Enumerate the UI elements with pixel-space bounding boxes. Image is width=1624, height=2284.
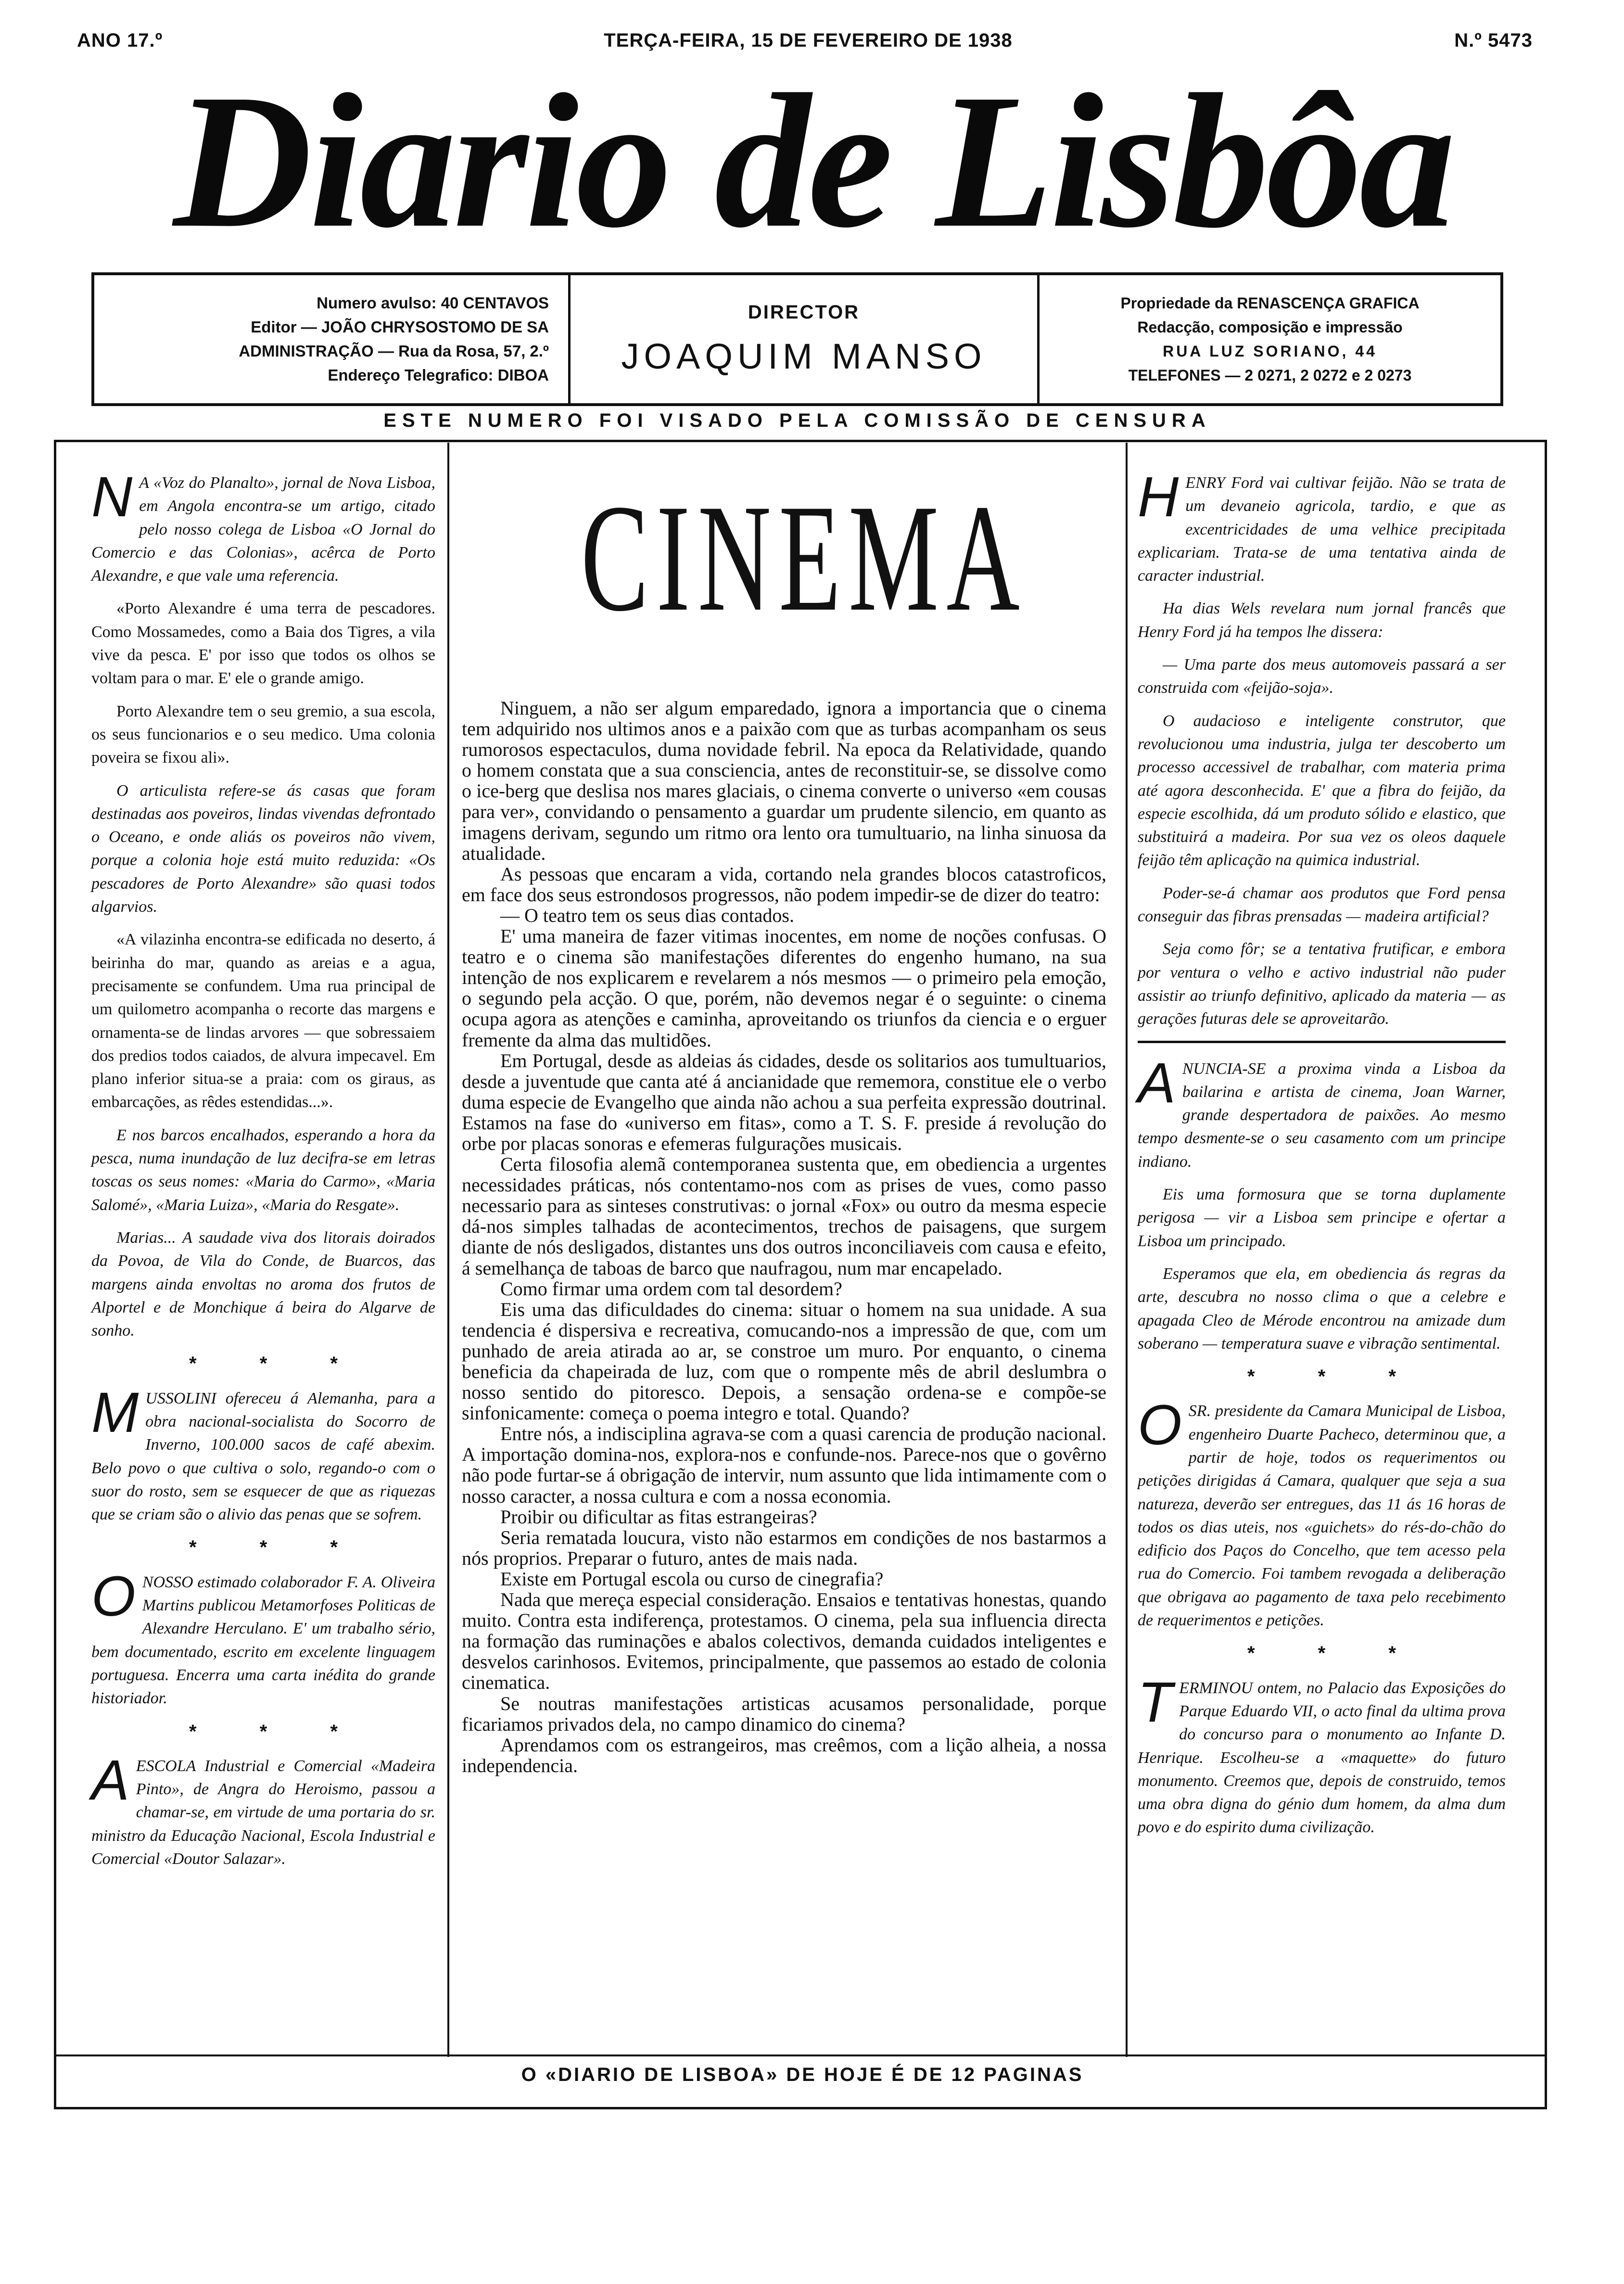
left-column — [91, 465, 435, 1880]
article-paragraph: «A vilazinha encontra-se edificada no deserto, á beirinha do mar, quando as areias e a agua, precisamente se confundem. Uma rua principal de um quilometro acompanha o recorte das margens e ornamenta-se de lindas arvores — que sobressaiem dos predios todos caiados, de alvura impecavel. Em plano inferior situa-se a praia: com os giraus, as embarcações, as rêdes estendidas...». — [91, 931, 435, 1111]
article-paragraph: Eis uma das dificuldades do cinema: situar o homem na sua unidade. A sua tendencia é dispersiva e recreativa, comucando-nos a impressão de que, com um punhado de areia atirada ao ar, se constroe um muro. Por enquanto, o cinema beneficia da chapeirada de luz, com que o rompente mês de abril deslumbra o nosso sentido do pitoresco. Depois, a sensação ordena-se e compõe-se sinfonicamente: começa o poema integro e total. Quando? — [462, 1298, 1106, 1424]
dropcap: T — [1138, 1670, 1173, 1734]
dropcap: A — [91, 1748, 129, 1812]
article-paragraph: Marias... A saudade viva dos litorais doirados da Povoa, de Vila do Conde, de Buarcos, das margens ainda envoltas no aroma dos frutos de Alportel e de Monchique á beira do Algarve de sonho. — [91, 1228, 435, 1340]
page-count-footer: O «DIARIO DE LISBOA» DE HOJE É DE 12 PAGINAS — [521, 2064, 1084, 2085]
article-paragraph: — Uma parte dos meus automoveis passará a ser construida com «feijão-soja». — [1138, 656, 1506, 697]
article-paragraph: Existe em Portugal escola ou curso de cinegrafia? — [500, 1568, 884, 1590]
article-paragraph: Eis uma formosura que se torna duplamente perigosa — vir a Lisboa sem principe e ofertar a Lisboa um principado. — [1138, 1186, 1506, 1250]
article-paragraph: Proibir ou dificultar as fitas estrangeiras? — [500, 1506, 817, 1528]
dropcap: N — [91, 465, 133, 529]
article-paragraph: Esperamos que ela, em obediencia ás regras da arte, descubra no nosso clima o que a celebre e apagada Cleo de Mérode encontrou na amizade dum soberano — temperatura suave e vibração sentimental. — [1138, 1264, 1506, 1353]
separator-stars: * * * — [189, 1721, 367, 1742]
dropcap: H — [1138, 465, 1179, 529]
separator-rule — [1138, 1041, 1506, 1043]
article-escola-angra: AESCOLA Industrial e Comercial «Madeira Pinto», de Angra do Heroismo, passou a chamar-se, em virtude de uma portaria do sr. ministro da Educação Nacional, Escola Industrial e Comercial «Doutor Salazar». — [91, 1748, 435, 1868]
article-paragraph: Em Portugal, desde as aldeias ás cidades, desde os solitarios aos tumultuarios, desde a juventude que canta até á ancianidade que rememora, constitue ele o verbo duma especie de Evangelho que ainda não achou a sua perfeita expressão doutrinal. Estamos na fase do «universo em fitas», como a T. S. F. preside á revolução do orbe por placas sonoras e efemeras fulgurações musicais. — [462, 1049, 1106, 1154]
composition-line: Redacção, composição e impressão — [1137, 319, 1403, 336]
info-right — [1040, 275, 1500, 403]
dropcap: M — [91, 1380, 139, 1444]
article-paragraph: «Porto Alexandre é uma terra de pescadores. Como Mossamedes, como a Baia dos Tigres, a vila vive da pesca. E' por isso que todos os olhos se voltam para o mar. E' ele o grande amigo. — [91, 600, 435, 688]
censorship-notice: ESTE NUMERO FOI VISADO PELA COMISSÃO DE CENSURA — [383, 410, 1211, 431]
date-label: TERÇA-FEIRA, 15 DE FEVEREIRO DE 1938 — [604, 30, 1013, 51]
article-paragraph: E nos barcos encalhados, esperando a hora da pesca, numa inundação de luz decifra-se em letras toscas os seus nomes: «Maria do Carmo», «Maria Salomé», «Maria Luiza», «Maria do Resgate». — [91, 1126, 435, 1214]
director-name: JOAQUIM MANSO — [621, 336, 987, 376]
telegraph-line: Endereço Telegrafico: DIBOA — [328, 366, 549, 384]
article-oliveira-martins: ONOSSO estimado colaborador F. A. Oliveira Martins publicou Metamorfoses Politicas de Alexandre Herculano. E' um trabalho sério, bem documentado, escrito em excelente linguagem portuguesa. Encerra uma carta inédita do grande historiador. — [91, 1564, 435, 1708]
article-camara-lisboa: OSR. presidente da Camara Municipal de Lisboa, engenheiro Duarte Pacheco, determinou que, a partir de hoje, todos os requerimentos ou petições dirigidas á Camara, qualquer que seja a sua natureza, deverão ser entregues, das 11 ás 16 horas de todos os dias uteis, nos «guichets» do rés-do-chão do edificio dos Paços do Concelho, que tem acesso pela rua do Comercio. Foi tambem revogada a deliberação que obrigava ao pagamento de taxa pelo recebimento de requerimentos e petições. — [1138, 1393, 1506, 1630]
article-title-cinema: CINEMA — [581, 473, 1028, 643]
column-divider-left — [447, 443, 449, 2057]
dropcap: O — [91, 1564, 136, 1628]
separator-stars: * * * — [1247, 1643, 1425, 1664]
article-paragraph: O audacioso e inteligente construtor, que revolucionou uma industria, julga ter descoberto um processo accessivel de trabalhar, com materia prima até agora desconhecida. E' que a fibra do feijão, da especie escolhida, dá um produto sólido e elastico, que substituirá a madeira. Por sua vez os oleos daquele feijão têm aplicação na quimica industrial. — [1138, 712, 1506, 869]
address-line: RUA LUZ SORIANO, 44 — [1163, 343, 1377, 360]
article-paragraph: Nada que mereça especial consideração. Ensaios e tentativas honestas, quando muito. Contra esta indiferença, protestamos. O cinema, pela sua influencia directa na formação das ruminações e abalos colectivos, demanda cuidados inteligentes e desvelos carinhosos. Evitemos, principalmente, que passemos ao estado de colonia cinematica. — [462, 1589, 1106, 1694]
article-paragraph: Entre nós, a indisciplina agrava-se com a quasi carencia de produção nacional. A importação domina-nos, explora-nos e confunde-nos. Parece-nos que o govêrno não pode furtar-se á obrigação de intervir, num assunto que lida intimamente com o nosso caracter, a nossa cultura e com a nossa economia. — [462, 1423, 1106, 1507]
right-column — [1138, 465, 1506, 1849]
article-porto-alexandre-lead: N A «Voz do Planalto», jornal de Nova Lisboa, em Angola encontra-se um artigo, citado pelo nosso colega de Lisboa «O Jornal do Comercio e das Colonias», acêrca de Porto Alexandre, e que vale uma referencia. — [91, 465, 435, 585]
article-paragraph: E' uma maneira de fazer vitimas inocentes, em nome de noções confusas. O teatro e o cinema são manifestações diferentes do engenho humano, na sua intenção de nos explicarem e revelarem a nós mesmos — o primeiro pela emoção, o segundo pela acção. O que, porém, não devemos negar é o seguinte: o cinema ocupa agora as atenções e caminha, aproveitando os triunfos da ciencia e o erguer fremente da alma das multidões. — [462, 925, 1106, 1051]
director-label: DIRECTOR — [748, 302, 860, 323]
dropcap: A — [1138, 1051, 1176, 1115]
article-paragraph: Ha dias Wels revelara num jornal francês que Henry Ford já ha tempos lhe dissera: — [1138, 600, 1506, 641]
article-paragraph: Como firmar uma ordem com tal desordem? — [500, 1277, 842, 1300]
issue-number: N.º 5473 — [1454, 30, 1533, 51]
administration-line: ADMINISTRAÇÃO — Rua da Rosa, 57, 2.º — [239, 342, 549, 360]
article-paragraph: O articulista refere-se ás casas que foram destinadas aos poveiros, lindas vivendas defrontado o Oceano, e onde aliás os poveiros não vivem, porque a colonia hoje está muito reduzida: «Os pescadores de Porto Alexandre» são quasi todos algarvios. — [91, 781, 435, 916]
article-paragraph: Ninguem, a não ser algum emparedado, ignora a importancia que o cinema tem adquirido nos ultimos anos e a paixão com que as turbas acompanham os seus rumorosos espectaculos, duma novidade febril. Na epoca da Relatividade, quando o homem constata que a sua consciencia, antes de reconstituir-se, se dissolve como o ice-berg que deslisa nos mares glaciais, o cinema converte o universo «em cousas para ver», convidando o pensamento a guardar um prudente silencio, em quanto as imagens derivam, segundo um ritmo ora lento ora tumultuario, na linha sinuosa da atualidade. — [462, 697, 1106, 864]
footer-divider — [54, 2054, 1547, 2056]
article-paragraph: Porto Alexandre tem o seu gremio, a sua escola, os seus funcionarios e o seu medico. Uma colonia poveira se fixou ali». — [91, 702, 435, 767]
article-paragraph: Seja como fôr; se a tentativa frutificar, e embora por ventura o velho e activo industrial não puder assistir ao triunfo definitivo, aplicado da materia — as gerações futuras dele se aproveitarão. — [1138, 940, 1506, 1028]
director-box — [568, 275, 1040, 403]
editor-line: Editor — JOÃO CHRYSOSTOMO DE SA — [251, 318, 549, 336]
separator-stars: * * * — [189, 1353, 367, 1375]
masthead-title: Diario de Lisbôa — [173, 54, 1453, 268]
separator-stars: * * * — [189, 1537, 367, 1558]
separator-stars: * * * — [1247, 1366, 1425, 1388]
article-paragraph: — O teatro tem os seus dias contados. — [500, 904, 794, 926]
article-mussolini: MUSSOLINI ofereceu á Alemanha, para a obra nacional-socialista do Socorro de Inverno, 100.000 sacos de café abexim. Belo povo o que cultiva o solo, regando-o com o suor do rosto, sem se esquecer de que as riquezas que se criam são o alivio das penas que se sofrem. — [91, 1380, 435, 1524]
article-joan-warner: ANUNCIA-SE a proxima vinda a Lisboa da bailarina e artista de cinema, Joan Warner, grande despertadora de paixões. Ao mesmo tempo desmente-se o seu casamento com um principe indiano. — [1138, 1051, 1506, 1171]
dropcap: O — [1138, 1393, 1182, 1457]
cinema-article-body — [462, 698, 1106, 1776]
price-line: Numero avulso: 40 CENTAVOS — [317, 294, 549, 312]
owner-line: Propriedade da RENASCENÇA GRAFICA — [1120, 294, 1420, 312]
article-paragraph: Poder-se-á chamar aos produtos que Ford pensa conseguir das fibras prensadas — madeira artificial? — [1138, 884, 1506, 926]
article-paragraph: Aprendamos com os estrangeiros, mas creêmos, com a lição alheia, a nossa independencia. — [462, 1734, 1106, 1776]
article-paragraph: As pessoas que encaram a vida, cortando nela grandes blocos catastroficos, em face dos seus estrondosos progressos, não podem impedir-se de dizer do teatro: — [462, 863, 1106, 906]
publisher-info-box — [91, 272, 1503, 406]
article-henry-ford: HENRY Ford vai cultivar feijão. Não se trata de um devaneio agricola, tardio, e que as excentricidades de uma velhice precipitada explicariam. Trata-se de uma tentativa ainda de caracter industrial. — [1138, 465, 1506, 585]
article-paragraph: Seria rematada loucura, visto não estarmos em condições de nos bastarmos a nós proprios. Preparar o futuro, antes de mais nada. — [462, 1526, 1106, 1569]
info-left — [94, 275, 568, 403]
article-paragraph: Se noutras manifestações artisticas acusamos personalidade, porque ficariamos privados dela, no campo dinamico do cinema? — [462, 1692, 1106, 1735]
article-paragraph: Certa filosofia alemã contemporanea sustenta que, em obediencia a urgentes necessidades práticas, nós contentamo-nos com as prises de vues, como passo necessario para as sinteses construtivas: o jornal «Fox» ou outro da mesma especie dá-nos simples talhadas de acontecimentos, trechos de paisagens, que surgem diante de nós desligados, distantes uns dos outros inconciliaveis com causa e efeito, á semelhança de taboas de barco que naufragou, num mar encapelado. — [462, 1153, 1106, 1279]
year-label: ANO 17.º — [77, 30, 163, 51]
phones-line: TELEFONES — 2 0271, 2 0272 e 2 0273 — [1128, 367, 1412, 384]
column-divider-right — [1126, 443, 1128, 2057]
article-monumento-infante: TERMINOU ontem, no Palacio das Exposições do Parque Eduardo VII, o acto final da ultima prova do concurso para o monumento ao Infante D. Henrique. Escolheu-se a «maquette» do futuro monumento. Creemos que, depois de construido, temos uma obra digna do génio dum homem, da alma dum povo e do espirito duma civilização. — [1138, 1670, 1506, 1837]
